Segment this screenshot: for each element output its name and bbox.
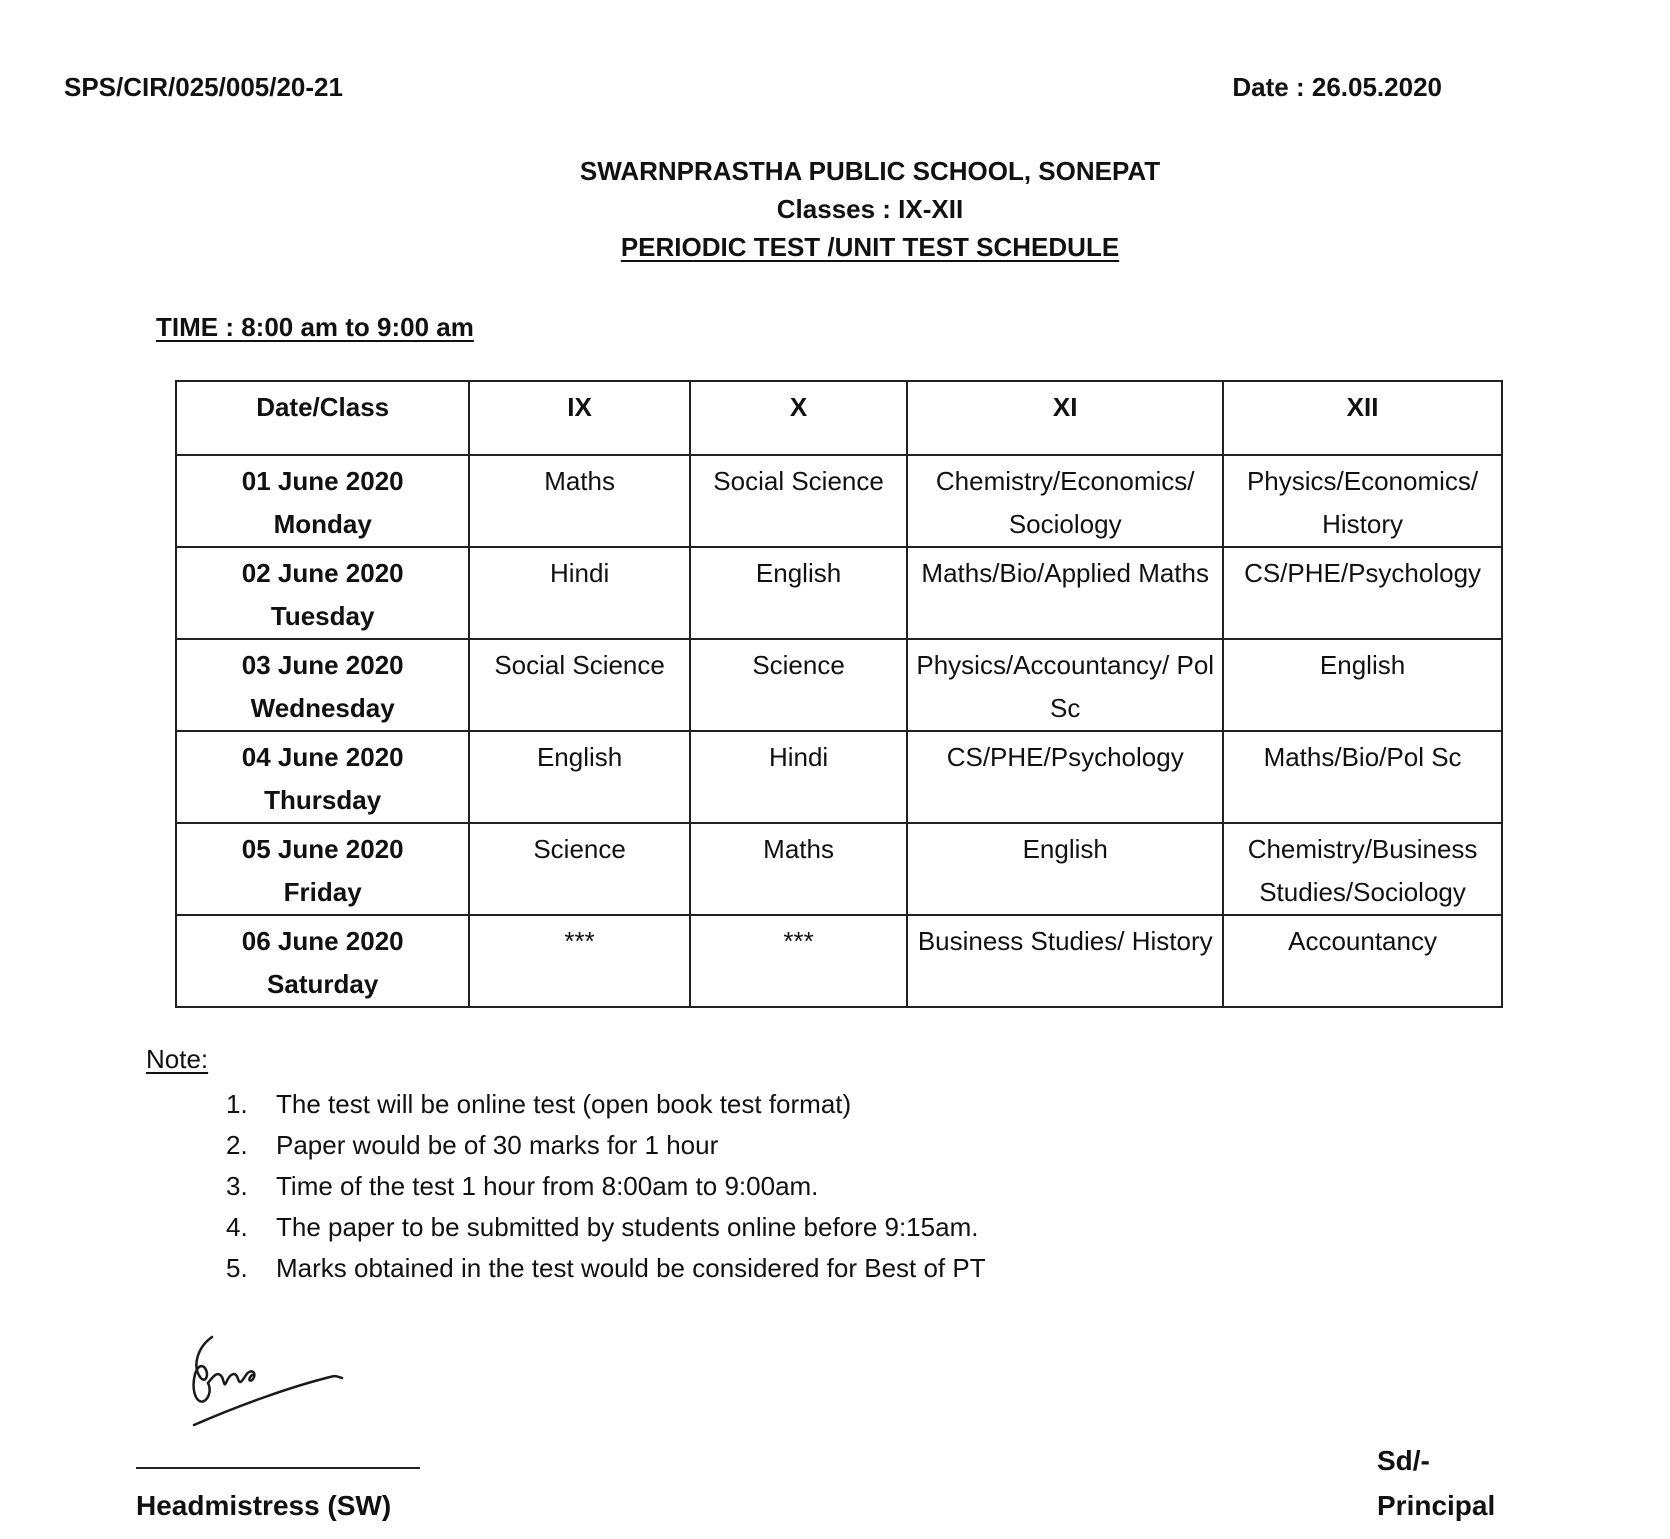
table-row [176, 915, 1502, 1007]
list-item [226, 1207, 986, 1248]
list-item [226, 1166, 986, 1207]
column-header: Date/Class [176, 381, 469, 455]
row-day: Tuesday [270, 601, 375, 631]
document-header [0, 152, 1670, 266]
list-text: Time of the test 1 hour from 8:00am to 9:00am. [276, 1171, 819, 1201]
schedule-table [175, 380, 1503, 1008]
list-text: The test will be online test (open book test format) [276, 1089, 852, 1119]
subject-cell: Hindi [690, 731, 907, 823]
subject-cell: CS/PHE/Psychology [1223, 547, 1502, 639]
subject-cell: Chemistry/Economics/ Sociology [907, 455, 1223, 547]
subject-cell: Social Science [469, 639, 689, 731]
subject-cell: Physics/Economics/ History [1223, 455, 1502, 547]
subject-cell: Hindi [469, 547, 689, 639]
table-header-row [176, 381, 1502, 455]
row-date: 04 June 2020 [241, 742, 404, 772]
column-header: IX [469, 381, 689, 455]
subject-cell: Chemistry/Business Studies/Sociology [1223, 823, 1502, 915]
table-row [176, 639, 1502, 731]
list-item [226, 1125, 986, 1166]
column-header: XI [907, 381, 1223, 455]
table-row [176, 455, 1502, 547]
column-header: X [690, 381, 907, 455]
list-text: The paper to be submitted by students online before 9:15am. [276, 1212, 979, 1242]
table-row [176, 823, 1502, 915]
headmistress-label: Headmistress (SW) [136, 1490, 392, 1521]
list-text: Marks obtained in the test would be considered for Best of PT [276, 1253, 986, 1283]
date-cell [176, 731, 469, 823]
list-number: 3. [226, 1171, 248, 1201]
date-cell [176, 547, 469, 639]
table-row [176, 731, 1502, 823]
row-date: 06 June 2020 [241, 926, 404, 956]
subject-cell: Maths [469, 455, 689, 547]
list-number: 2. [226, 1130, 248, 1160]
date-cell [176, 823, 469, 915]
signature-line [136, 1467, 420, 1469]
principal-label: Principal [1377, 1490, 1496, 1521]
subject-cell: Science [690, 639, 907, 731]
test-time: TIME : 8:00 am to 9:00 am [156, 312, 474, 342]
subject-cell: English [690, 547, 907, 639]
row-date: 05 June 2020 [241, 834, 404, 864]
subject-cell: English [1223, 639, 1502, 731]
row-date: 02 June 2020 [241, 558, 404, 588]
table-row [176, 547, 1502, 639]
list-item [226, 1248, 986, 1289]
list-number: 4. [226, 1212, 248, 1242]
note-title: Note: [146, 1044, 209, 1074]
subject-cell: Accountancy [1223, 915, 1502, 1007]
row-day: Friday [283, 877, 362, 907]
subject-cell: Physics/Accountancy/ Pol Sc [907, 639, 1223, 731]
date-cell [176, 639, 469, 731]
document-title: PERIODIC TEST /UNIT TEST SCHEDULE [620, 232, 1120, 262]
row-day: Saturday [267, 969, 379, 999]
subject-cell: *** [469, 915, 689, 1007]
list-number: 5. [226, 1253, 248, 1283]
circular-reference: SPS/CIR/025/005/20-21 [64, 72, 343, 102]
row-day: Monday [273, 509, 372, 539]
school-name: SWARNPRASTHA PUBLIC SCHOOL, SONEPAT [579, 156, 1161, 186]
row-date: 01 June 2020 [241, 466, 404, 496]
subject-cell: *** [690, 915, 907, 1007]
handwritten-signature [180, 1325, 350, 1435]
subject-cell: Social Science [690, 455, 907, 547]
subject-cell: Maths/Bio/Applied Maths [907, 547, 1223, 639]
row-day: Wednesday [250, 693, 395, 723]
row-date: 03 June 2020 [241, 650, 404, 680]
list-number: 1. [226, 1089, 248, 1119]
subject-cell: Business Studies/ History [907, 915, 1223, 1007]
column-header: XII [1223, 381, 1502, 455]
subject-cell: CS/PHE/Psychology [907, 731, 1223, 823]
circular-date: Date : 26.05.2020 [1232, 72, 1442, 102]
classes-line: Classes : IX-XII [776, 194, 964, 224]
subject-cell: English [907, 823, 1223, 915]
subject-cell: Maths/Bio/Pol Sc [1223, 731, 1502, 823]
subject-cell: English [469, 731, 689, 823]
list-text: Paper would be of 30 marks for 1 hour [276, 1130, 719, 1160]
date-cell [176, 915, 469, 1007]
row-day: Thursday [264, 785, 382, 815]
sd-label: Sd/- [1377, 1445, 1430, 1476]
notes-list [226, 1084, 986, 1289]
date-cell [176, 455, 469, 547]
subject-cell: Maths [690, 823, 907, 915]
list-item [226, 1084, 986, 1125]
subject-cell: Science [469, 823, 689, 915]
